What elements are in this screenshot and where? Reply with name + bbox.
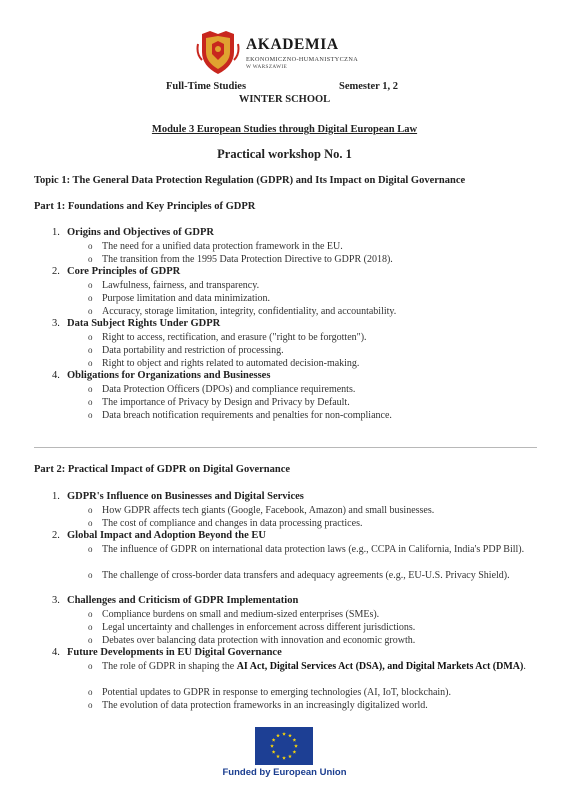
sub-item-text: The importance of Privacy by Design and Privacy by Default. [102,397,350,408]
item-title: Challenges and Criticism of GDPR Implementation [67,595,299,606]
item-title: Core Principles of GDPR [67,266,181,277]
bullet-icon: o [88,358,93,368]
item-number: 2. [52,266,60,277]
funding-statement: Funded by European Union [222,767,347,778]
part2-heading: Part 2: Practical Impact of GDPR on Digital Governance [34,464,291,475]
bullet-icon: o [88,635,93,645]
bullet-icon: o [88,622,93,632]
sub-item-text: Purpose limitation and data minimization. [102,293,271,304]
part1-heading: Part 1: Foundations and Key Principles of GDPR [34,201,256,212]
bullet-icon: o [88,254,93,264]
item-number: 3. [52,318,60,329]
sub-item-text: Legal uncertainty and challenges in enforcement across different jurisdictions. [102,622,416,633]
bullet-icon: o [88,332,93,342]
bullet-icon: o [88,293,93,303]
item-title: GDPR's Influence on Businesses and Digital Services [67,491,304,502]
sub-item-text: The influence of GDPR on international data protection laws (e.g., CCPA in California, India's PDP Bill). [102,544,525,555]
topic-heading: Topic 1: The General Data Protection Regulation (GDPR) and Its Impact on Digital Governance [34,175,466,186]
bullet-icon: o [88,306,93,316]
item-number: 1. [52,227,60,238]
school-name: WINTER SCHOOL [238,94,331,105]
bullet-icon: o [88,700,93,710]
logo-title: AKADEMIA [246,36,339,53]
item-title: Obligations for Organizations and Businesses [67,370,271,381]
item-title: Origins and Objectives of GDPR [67,227,214,238]
sub-item-text: Potential updates to GDPR in response to emerging technologies (AI, IoT, blockchain). [102,687,452,698]
eu-flag-icon [255,727,313,765]
sub-item-text: Data portability and restriction of processing. [102,345,284,356]
bullet-icon: o [88,505,93,515]
item-number: 1. [52,491,60,502]
sub-item-text: The need for a unified data protection framework in the EU. [102,241,343,252]
sub-item-text: The role of GDPR in shaping the AI Act, Digital Services Act (DSA), and Digital Markets Act (DMA). [102,661,526,672]
bullet-icon: o [88,397,93,407]
logo-subtitle: EKONOMICZNO-HUMANISTYCZNA [246,56,359,63]
bullet-icon: o [88,280,93,290]
crest-icon [196,30,240,76]
bullet-icon: o [88,410,93,420]
item-number: 3. [52,595,60,606]
item-title: Global Impact and Adoption Beyond the EU [67,530,266,541]
bullet-icon: o [88,518,93,528]
sub-item-text: Lawfulness, fairness, and transparency. [102,280,260,291]
bullet-icon: o [88,570,93,580]
sub-item-text: Compliance burdens on small and medium-sized enterprises (SMEs). [102,609,380,620]
logo-city: W WARSZAWIE [246,64,288,70]
sub-item-text: Data breach notification requirements and penalties for non-compliance. [102,410,392,421]
studies-row [0,81,569,95]
sub-item-text: Debates over balancing data protection with innovation and economic growth. [102,635,416,646]
semester-label: Semester 1, 2 [339,81,398,92]
item-number: 2. [52,530,60,541]
sub-item-text: Data Protection Officers (DPOs) and compliance requirements. [102,384,356,395]
university-logo [196,30,396,80]
item-title: Data Subject Rights Under GDPR [67,318,221,329]
sub-item-text: The cost of compliance and changes in data processing practices. [102,518,363,529]
sub-item-text: The evolution of data protection frameworks in an increasingly digitalized world. [102,700,428,711]
sub-item-text: Right to object and rights related to automated decision-making. [102,358,360,369]
workshop-title: Practical workshop No. 1 [217,147,352,161]
bullet-icon: o [88,544,93,554]
item-number: 4. [52,647,60,658]
studies-type: Full-Time Studies [166,81,247,92]
bullet-icon: o [88,609,93,619]
bullet-icon: o [88,384,93,394]
bullet-icon: o [88,687,93,697]
sub-item-text: The challenge of cross-border data transfers and adequacy agreements (e.g., EU-U.S. Privacy Shield). [102,570,510,581]
item-number: 4. [52,370,60,381]
module-title: Module 3 European Studies through Digital European Law [151,124,418,135]
sub-item-text: The transition from the 1995 Data Protection Directive to GDPR (2018). [102,254,393,265]
item-title: Future Developments in EU Digital Governance [67,647,282,658]
sub-item-text: Right to access, rectification, and erasure ("right to be forgotten"). [102,332,367,343]
sub-item-text: Accuracy, storage limitation, integrity, confidentiality, and accountability. [102,306,397,317]
sub-item-text: How GDPR affects tech giants (Google, Facebook, Amazon) and small businesses. [102,505,435,516]
bullet-icon: o [88,345,93,355]
section-divider [34,447,537,448]
bullet-icon: o [88,241,93,251]
bullet-icon: o [88,661,93,671]
